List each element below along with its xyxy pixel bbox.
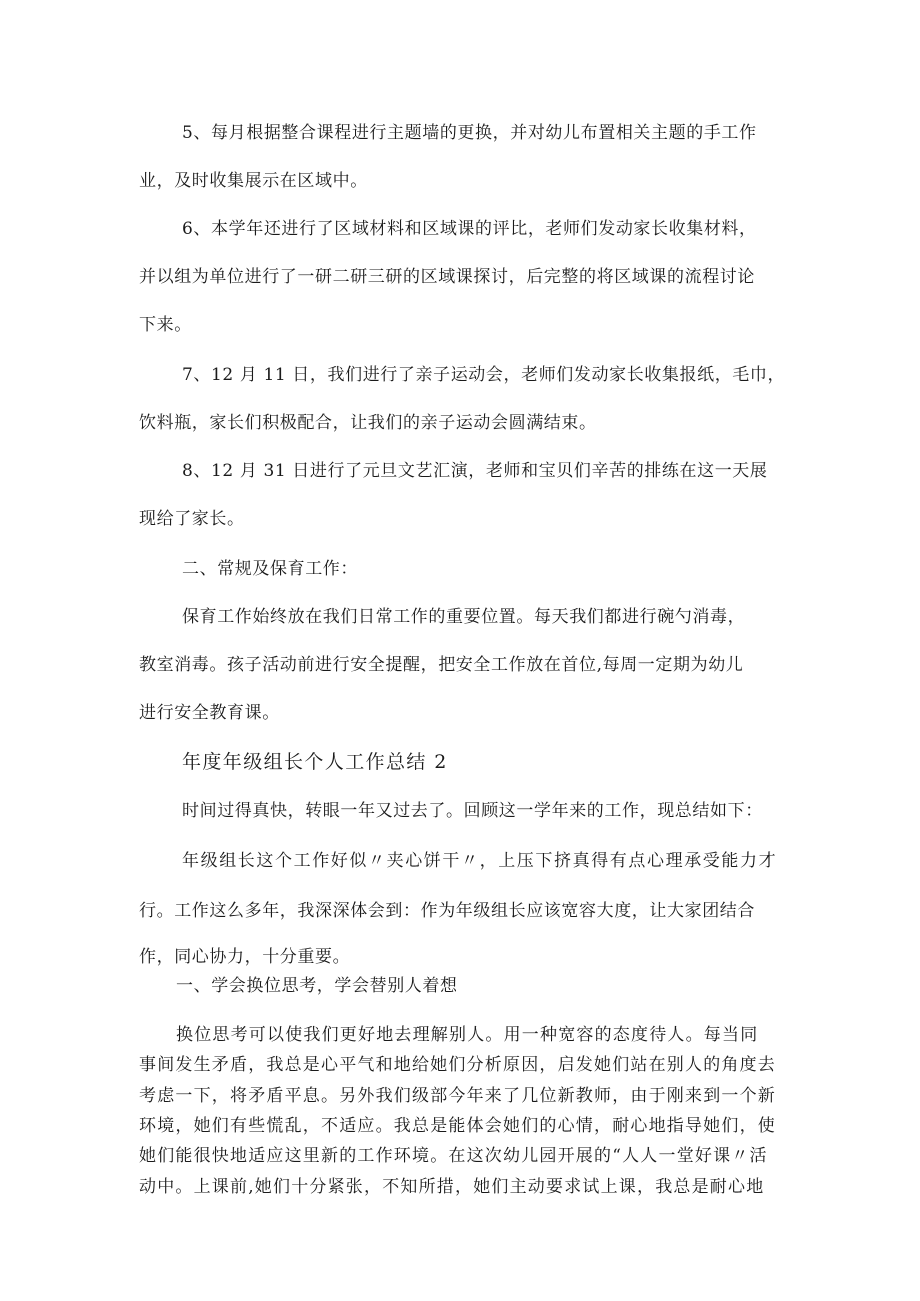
summary-2-title: 年度年级组长个人工作总结 2 [182, 751, 448, 773]
paragraph-8-line-2: 现给了家长。 [139, 509, 245, 529]
paragraph-6-line-2: 并以组为单位进行了一研二研三研的区域课探讨，后完整的将区域课的流程讨论 [139, 267, 755, 287]
leader-paragraph-line-2: 行。工作这么多年，我深深体会到：作为年级组长应该宽容大度，让大家团结合 [139, 901, 755, 921]
paragraph-7-line-2: 饮料瓶，家长们积极配合，让我们的亲子运动会圆满结束。 [139, 413, 597, 433]
paragraph-8-line-1: 8、12 月 31 日进行了元旦文艺汇演，老师和宝贝们辛苦的排练在这一天展 [182, 461, 768, 481]
paragraph-6-line-1: 6、本学年还进行了区域材料和区域课的评比，老师们发动家长收集材料， [182, 219, 757, 239]
leader-paragraph-line-3: 作，同心协力，十分重要。 [139, 947, 351, 967]
intro-line: 时间过得真快，转眼一年又过去了。回顾这一学年来的工作，现总结如下： [182, 801, 763, 821]
paragraph-5-line-2: 业，及时收集展示在区域中。 [139, 171, 368, 191]
leader-paragraph-line-1: 年级组长这个工作好似〃夹心饼干〃，上压下挤真得有点心理承受能力才 [182, 851, 778, 871]
empathy-line-1: 换位思考可以使我们更好地去理解别人。用一种宽容的态度待人。每当同 [176, 1025, 759, 1045]
paragraph-6-line-3: 下来。 [139, 315, 192, 335]
empathy-line-6: 动中。上课前,她们十分紧张，不知所措，她们主动要求试上课，我总是耐心地 [139, 1177, 765, 1197]
empathy-line-4: 环境，她们有些慌乱，不适应。我总是能体会她们的心情，耐心地指导她们，使 [139, 1116, 776, 1136]
empathy-line-2: 事间发生矛盾，我总是心平气和地给她们分析原因，启发她们站在别人的角度去 [139, 1055, 776, 1075]
empathy-line-3: 考虑一下，将矛盾平息。另外我们级部今年来了几位新教师，由于刚来到一个新 [139, 1086, 776, 1106]
care-paragraph-line-2: 教室消毒。孩子活动前进行安全提醒，把安全工作放在首位,每周一定期为幼儿 [139, 655, 744, 675]
care-paragraph-line-3: 进行安全教育课。 [139, 703, 280, 723]
paragraph-7-line-1: 7、12 月 11 日，我们进行了亲子运动会，老师们发动家长收集报纸，毛巾， [182, 365, 786, 385]
empathy-subheading: 一、学会换位思考，学会替别人着想 [176, 976, 458, 996]
empathy-line-5: 她们能很快地适应这里新的工作环境。在这次幼儿园开展的“人人一堂好课〃活 [139, 1146, 768, 1166]
care-paragraph-line-1: 保育工作始终放在我们日常工作的重要位置。每天我们都进行碗勺消毒， [182, 607, 746, 627]
section-two-heading: 二、常规及保育工作： [182, 559, 358, 579]
paragraph-5-line-1: 5、每月根据整合课程进行主题墙的更换，并对幼儿布置相关主题的手工作 [182, 123, 757, 143]
